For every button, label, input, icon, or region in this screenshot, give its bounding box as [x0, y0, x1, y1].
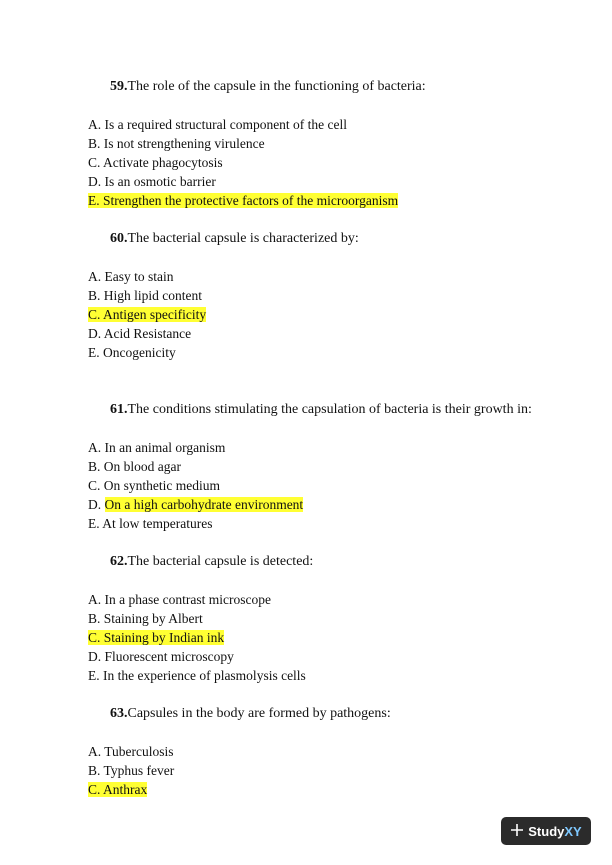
option-b: B. Is not strengthening virulence — [88, 136, 265, 151]
option-a: A. Tuberculosis — [88, 744, 174, 759]
question-number: 62. — [110, 554, 128, 569]
question-text: Capsules in the body are formed by pathogens: — [127, 706, 391, 721]
option-c-correct: C. Anthrax — [88, 782, 148, 797]
question-stem — [110, 78, 426, 96]
option-b: B. Staining by Albert — [88, 611, 203, 626]
option-a: A. In a phase contrast microscope — [88, 592, 271, 607]
studyxy-logo-badge[interactable] — [501, 817, 591, 845]
option-e: E. At low temperatures — [88, 516, 213, 531]
question-text: The bacterial capsule is characterized by: — [127, 231, 359, 246]
option-d: D. Is an osmotic barrier — [88, 174, 216, 189]
option-b: B. Typhus fever — [88, 763, 175, 778]
option-a: A. Is a required structural component of the cell — [88, 117, 348, 132]
question-number: 59. — [110, 79, 128, 94]
question-stem — [110, 705, 391, 723]
option-c-correct: C. Staining by Indian ink — [88, 630, 225, 645]
option-a: A. Easy to stain — [88, 269, 174, 284]
option-c: C. On synthetic medium — [88, 478, 220, 493]
option-e: E. In the experience of plasmolysis cells — [88, 668, 306, 683]
option-c: C. Activate phagocytosis — [88, 155, 223, 170]
question-stem — [110, 401, 532, 419]
plus-icon — [510, 823, 524, 840]
question-text: The bacterial capsule is detected: — [127, 554, 314, 569]
option-d-correct: D. On a high carbohydrate environment — [88, 497, 304, 512]
question-stem — [110, 230, 359, 248]
option-e: E. Oncogenicity — [88, 345, 176, 360]
option-b: B. High lipid content — [88, 288, 203, 303]
option-c-correct: C. Antigen specificity — [88, 307, 207, 322]
question-text: The conditions stimulating the capsulation of bacteria is their growth in: — [127, 402, 532, 417]
option-a: A. In an animal organism — [88, 440, 226, 455]
option-e-correct: E. Strengthen the protective factors of the microorganism — [88, 193, 399, 208]
option-d: D. Fluorescent microscopy — [88, 649, 234, 664]
question-number: 60. — [110, 231, 128, 246]
question-text: The role of the capsule in the functioning of bacteria: — [127, 79, 426, 94]
brand-text: Study — [528, 823, 565, 839]
question-number: 61. — [110, 402, 128, 417]
option-b: B. On blood agar — [88, 459, 181, 474]
question-stem — [110, 553, 313, 571]
question-number: 63. — [110, 706, 128, 721]
option-d: D. Acid Resistance — [88, 326, 192, 341]
brand-accent-text: XY — [564, 823, 582, 839]
